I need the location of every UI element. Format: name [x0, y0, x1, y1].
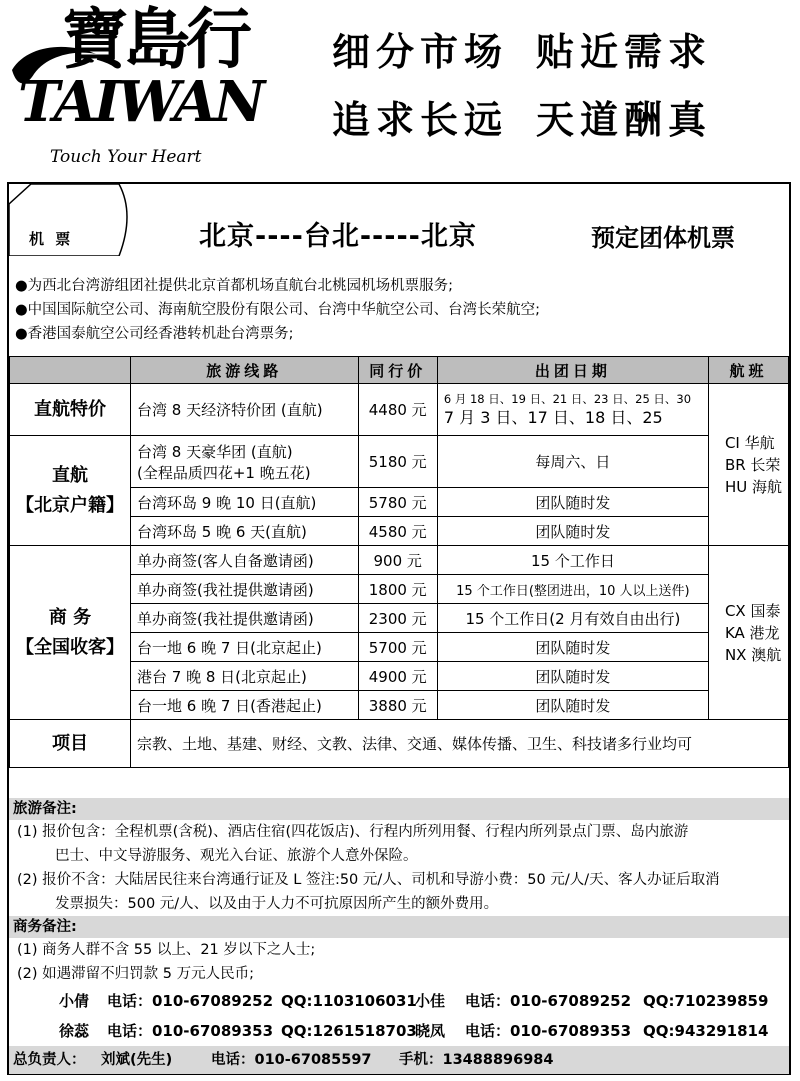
contacts [9, 986, 789, 1046]
contact-row [9, 1016, 789, 1046]
route-cell [131, 436, 359, 488]
price-cell: 3880 元 [358, 691, 437, 720]
business-notes-title: 商务备注: [9, 916, 789, 938]
price-cell: 4580 元 [358, 517, 437, 546]
contact-name: 小佳 [415, 992, 446, 1010]
date-cell: 团队随时发 [437, 633, 708, 662]
header-cell: 航班 [708, 357, 788, 384]
category-business [10, 546, 131, 720]
table-header-row [10, 357, 789, 384]
route-line: (全程品质四花+1 晚五花) [137, 463, 311, 482]
price-cell: 4480 元 [358, 384, 437, 436]
table-row [10, 436, 789, 488]
date-line: 6 月 18 日、19 日、21 日、23 日、25 日、30 [443, 391, 692, 406]
price-cell: 5700 元 [358, 633, 437, 662]
date-cell: 团队随时发 [437, 662, 708, 691]
route-cell: 单办商签(客人自备邀请函) [131, 546, 359, 575]
airline-item: NX 澳航 [724, 645, 782, 664]
route-cell: 台湾环岛 5 晚 6 天(直航) [131, 517, 359, 546]
contact-qq: QQ:1261518703 [281, 1022, 417, 1040]
date-cell: 15 个工作日(2 月有效自由出行) [437, 604, 708, 633]
slogan-phrase: 贴近需求 [536, 29, 713, 74]
price-cell: 900 元 [358, 546, 437, 575]
bullet-item: ●为西北台湾游组团社提供北京首都机场直航台北桃园机场机票服务; [15, 278, 454, 294]
note-line: (2) 报价不含：大陆居民往来台湾通行证及 L 签注:50 元/人、司机和导游小费：50 元/人/天、客人办证后取消 [17, 872, 720, 888]
header-cell: 出团日期 [437, 357, 708, 384]
price-cell: 4900 元 [358, 662, 437, 691]
route-line: 台湾 8 天豪华团 (直航) [137, 442, 293, 461]
price-cell: 5780 元 [358, 488, 437, 517]
tagline: Touch Your Heart [50, 147, 202, 167]
contact-qq: QQ:710239859 [643, 992, 769, 1010]
slogan-line-2 [332, 96, 712, 144]
contact-name: 徐蕊 [59, 1022, 90, 1040]
route-cell: 港台 7 晚 8 日(北京起止) [131, 662, 359, 691]
route-cell: 台一地 6 晚 7 日(香港起止) [131, 691, 359, 720]
contact-phone: 电话：010-67089252 [465, 992, 632, 1010]
route-cell: 台湾环岛 9 晚 10 日(直航) [131, 488, 359, 517]
contact-qq: QQ:1103106031 [281, 992, 417, 1010]
contact-phone: 电话：010-67089353 [465, 1022, 632, 1040]
bullet-item: ●香港国泰航空公司经香港转机赴台湾票务; [15, 326, 294, 342]
route-cell: 单办商签(我社提供邀请函) [131, 604, 359, 633]
logo-chinese: 寶島行 [62, 0, 248, 78]
date-cell: 团队随时发 [437, 691, 708, 720]
contact-name: 小倩 [59, 992, 90, 1010]
contact-phone: 电话：010-67089252 [107, 992, 274, 1010]
project-text: 宗教、土地、基建、财经、文教、法律、交通、媒体传播、卫生、科技诸多行业均可 [131, 720, 789, 768]
airline-item: HU 海航 [724, 477, 782, 496]
header-cell: 旅游线路 [131, 357, 359, 384]
category-direct [10, 436, 131, 546]
date-cell: 15 个工作日(整团进出，10 人以上送件) [437, 575, 708, 604]
slogan-phrase: 天道酬真 [536, 97, 713, 142]
table-row [10, 384, 789, 436]
route-cell: 台湾 8 天经济特价团 (直航) [131, 384, 359, 436]
airline-item: KA 港龙 [724, 623, 780, 642]
category-sublabel: 【北京户籍】 [16, 494, 124, 516]
price-cell: 5180 元 [358, 436, 437, 488]
date-cell: 团队随时发 [437, 488, 708, 517]
category-sublabel: 【全国收客】 [16, 636, 124, 658]
airline-item: CX 国泰 [724, 601, 781, 620]
airline-item: CI 华航 [724, 433, 775, 452]
slogan-phrase: 细分市场 [332, 29, 509, 74]
manager-mobile: 手机：13488896984 [399, 1052, 554, 1068]
section-tag [9, 184, 131, 248]
route-subtitle: 预定团体机票 [591, 224, 735, 252]
date-cell: 15 个工作日 [437, 546, 708, 575]
contact-phone: 电话：010-67089353 [107, 1022, 274, 1040]
logo-latin: TAIWAN [18, 69, 263, 135]
category-label: 商 务 [48, 606, 92, 628]
contact-qq: QQ:943291814 [643, 1022, 769, 1040]
section-tag-label: 机 票 [29, 230, 74, 248]
category-label: 直航 [52, 464, 88, 486]
airline-cell-business [708, 546, 788, 720]
date-line: 7 月 3 日、17 日、18 日、25 [443, 407, 663, 427]
contact-name: 晓凤 [415, 1022, 446, 1040]
note-line: (1) 商务人群不含 55 以上、21 岁以下之人士; [17, 942, 316, 958]
project-label: 项目 [10, 720, 131, 768]
date-cell: 团队随时发 [437, 517, 708, 546]
slogan-phrase: 追求长远 [332, 97, 509, 142]
date-cell: 每周六、日 [437, 436, 708, 488]
date-cell [437, 384, 708, 436]
header-cell: 同行价 [358, 357, 437, 384]
header-cell [10, 357, 131, 384]
category-direct-special: 直航特价 [10, 384, 131, 436]
header [0, 0, 800, 178]
bullet-item: ●中国国际航空公司、海南航空股份有限公司、台湾中华航空公司、台湾长荣航空; [15, 302, 541, 318]
note-line: (2) 如遇滞留不归罚款 5 万元人民币; [17, 966, 254, 982]
manager-name: 刘斌(先生) [101, 1052, 173, 1068]
route-cell: 台一地 6 晚 7 日(北京起止) [131, 633, 359, 662]
note-line: (1) 报价包含：全程机票(含税)、酒店住宿(四花饭店)、行程内所列用餐、行程内所列景点门票、岛内旅游 [17, 824, 689, 840]
manager-row [9, 1046, 789, 1074]
price-cell: 2300 元 [358, 604, 437, 633]
airline-cell-direct [708, 384, 788, 546]
tour-schedule-table [9, 356, 789, 768]
flyer-frame [7, 182, 791, 1075]
table-row [10, 546, 789, 575]
note-line: 发票损失：500 元/人、以及由于人力不可抗原因所产生的额外费用。 [55, 896, 499, 912]
airline-item: BR 长荣 [724, 455, 781, 474]
travel-notes-title: 旅游备注: [9, 798, 789, 820]
route-title: 北京----台北-----北京 [199, 221, 477, 252]
slogan-line-1 [332, 28, 712, 76]
notes-section [9, 798, 789, 1074]
service-bullets [15, 274, 540, 346]
note-line: 巴士、中文导游服务、观光入台证、旅游个人意外保险。 [55, 848, 418, 864]
manager-phone: 电话：010-67085597 [211, 1052, 372, 1068]
price-cell: 1800 元 [358, 575, 437, 604]
route-cell: 单办商签(我社提供邀请函) [131, 575, 359, 604]
table-row-project [10, 720, 789, 768]
manager-label: 总负责人： [13, 1052, 86, 1068]
contact-row [9, 986, 789, 1016]
